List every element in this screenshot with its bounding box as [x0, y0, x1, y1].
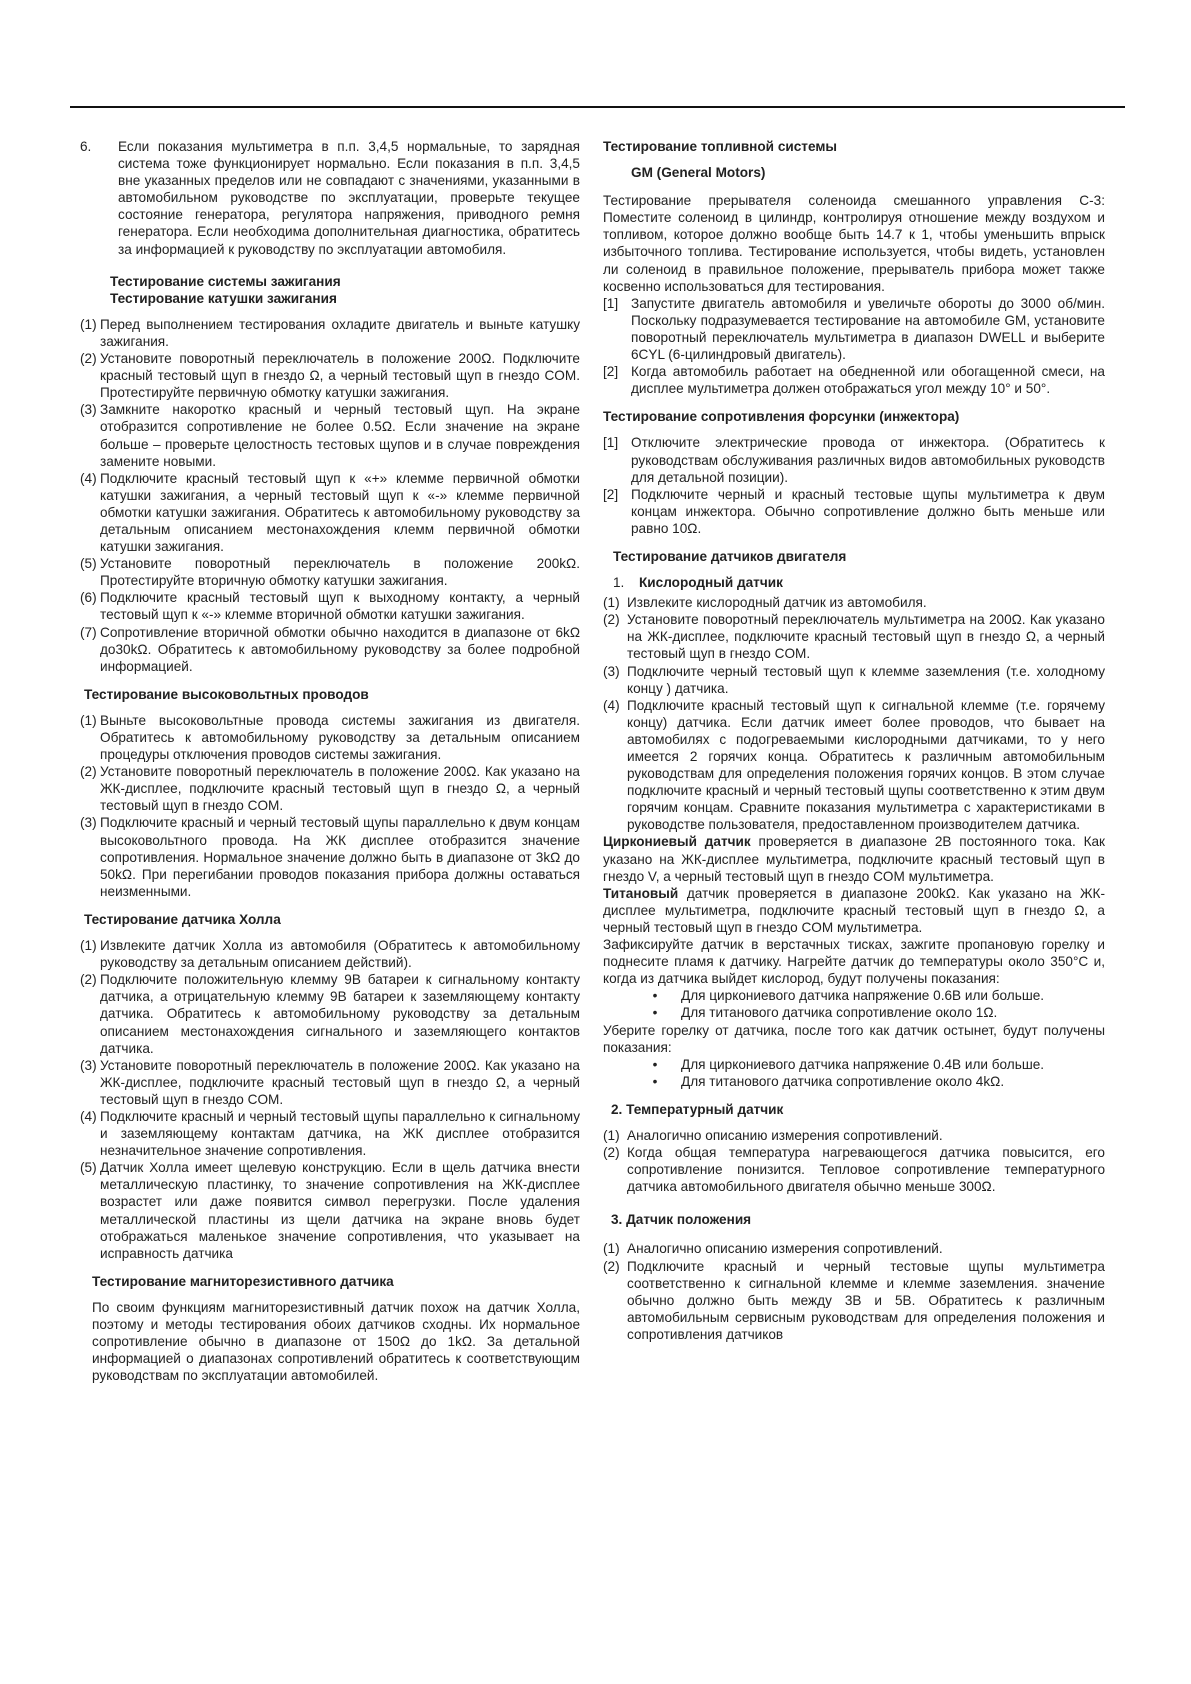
item-text: Аналогично описанию измерения сопротивлений.	[627, 1127, 943, 1143]
list-item	[80, 937, 580, 971]
item-text: Замкните накоротко красный и черный тестовый щуп. На экране отобразится сопротивление не более 0.5Ω. Если значение на экране больше – проверьте целостность тестовых щупов и в случае повреждения замените новыми.	[100, 402, 580, 469]
list-item	[80, 470, 580, 555]
item-text: Подключите красный тестовый щуп к выходному контакту, а черный тестовый щуп к «-» клемме вторичной обмотки катушки зажигания.	[100, 590, 580, 623]
cold-readings	[603, 1056, 1105, 1090]
item-label: (1)	[80, 712, 97, 728]
section-heading: 3. Датчик положения	[611, 1212, 752, 1228]
header-rule	[70, 106, 1125, 108]
item-label: (3)	[80, 402, 97, 418]
section-heading: Тестирование катушки зажигания	[110, 290, 337, 306]
item-text: Подключите красный тестовый щуп к «+» клемме первичной обмотки катушки зажигания, а черный тестовый щуп к «-» клемме первичной обмотки катушки зажигания. Обратитесь к автомобильному руководству за детальным описанием местонахождения клемм первичной обмотки катушки зажигания.	[100, 470, 580, 555]
item-text: Установите поворотный переключатель в положение 200Ω. Как указано на ЖК-дисплее, подключите красный тестовый щуп в гнездо Ω, а черный тестовый щуп в гнездо COM.	[100, 764, 580, 814]
list-item	[603, 594, 1105, 611]
list-item	[603, 611, 1105, 662]
item-text: Извлеките кислородный датчик из автомобиля.	[627, 595, 927, 611]
titanium-label: Титановый	[603, 885, 679, 901]
list-item	[80, 316, 580, 350]
zirconia-label: Циркониевый датчик	[603, 834, 751, 850]
item-text: Подключите красный тестовый щуп к сигнальной клемме (т.е. горячему концу) датчика. Если датчик имеет более проводов, что бывает на автомобилях с подогреваемыми кислородными датчиками, то у него имеется 2 горячих конца. Обратитесь к различным автомобильным руководствам для определения положения горячих концов. В этом случае подключите красный и черный тестовый щупы соответственно к этим двум горячим концам. Сравните показания мультиметра с характеристиками в руководстве пользователя, предоставленном производителем датчика.	[627, 697, 1105, 833]
item-label: (3)	[80, 1057, 97, 1073]
item-text: Запустите двигатель автомобиля и увеличьте обороты до 3000 об/мин. Поскольку подразумевается тестирование на автомобиле GM, установите поворотный переключатель мультиметра в диапазон DWELL и выберите 6CYL (6-цилиндровый двигатель).	[631, 295, 1105, 363]
item-text: Подключите красный и черный тестовые щупы мультиметра соответственно к сигнальной клемме и клемме заземления. значение обычно должно быть между 3В и 5В. Обратитесь к различным автомобильным сервисным руководствам для определения положения и сопротивления датчиков	[627, 1258, 1105, 1342]
bullet-item	[603, 1073, 1105, 1090]
list-item	[80, 624, 580, 675]
hot-readings	[603, 987, 1105, 1021]
list-item	[80, 712, 580, 763]
titanium-text: датчик проверяется в диапазоне 200kΩ. Как указано на ЖК-дисплее мультиметра, подключите красный тестовый щуп в гнездо Ω, а черный тестовый щуп в гнездо COM мультиметра.	[603, 885, 1105, 935]
section-heading: Тестирование магниторезистивного датчика	[92, 1273, 394, 1289]
cooling-paragraph: Уберите горелку от датчика, после того как датчик остынет, будут получены показания:	[603, 1022, 1105, 1055]
oxygen-heading	[613, 574, 1105, 591]
item-text: Установите поворотный переключатель в положение 200Ω. Подключите красный тестовый щуп в гнездо Ω, а черный тестовый щуп в гнездо COM. Протестируйте первичную обмотку катушки зажигания.	[100, 351, 580, 401]
list-item	[80, 971, 580, 1056]
item-label: (4)	[80, 1108, 97, 1124]
item-text: Подключите черный тестовый щуп к клемме заземления (т.е. холодному концу ) датчика.	[627, 663, 1105, 696]
item-label: (7)	[80, 624, 97, 640]
list-item	[603, 1127, 1105, 1144]
right-column	[603, 138, 1105, 1343]
item-text: Подключите положительную клемму 9В батареи к сигнальному контакту датчика, а отрицательную клемму 9В батареи к заземляющему контакту датчика. Обратитесь к автомобильному руководству за детальным описанием местонахождения сигнального и заземляющего контактов датчика.	[100, 972, 580, 1056]
item-label: (2)	[80, 972, 97, 988]
heating-paragraph: Зафиксируйте датчик в верстачных тисках, зажгите пропановую горелку и поднесите пламя к датчику. Нагрейте датчик до температуры около 350°С и, когда из датчика выйдет кислород, будут получены показания:	[603, 937, 1105, 987]
ignition-list	[80, 316, 580, 675]
bullet-item	[603, 1004, 1105, 1021]
item-text: Подключите черный и красный тестовые щупы мультиметра к двум концам инжектора. Обычно сопротивление должно быть меньше или равно 10Ω.	[631, 486, 1105, 536]
list-item	[603, 663, 1105, 697]
item-text: Подключите красный и черный тестовый щупы параллельно к двум концам высоковольтного провода. На ЖК дисплее отобразится значение сопротивления. Нормальное значение должно быть в диапазоне от 3kΩ до 50kΩ. При перегибании проводов показания прибора должны оставаться неизменными.	[100, 815, 580, 899]
item-text: Выньте высоковольтные провода системы зажигания из двигателя. Обратитесь к автомобильному руководству за детальным описанием процедуры отключения проводов системы зажигания.	[100, 712, 580, 763]
temperature-list	[603, 1127, 1105, 1195]
item-label: (1)	[603, 1241, 620, 1257]
list-item	[80, 814, 580, 899]
item-label: (2)	[603, 1145, 620, 1161]
item-label: (1)	[80, 316, 97, 332]
item-label: 6.	[80, 139, 92, 154]
item-label: (1)	[603, 1127, 620, 1143]
item-label: [1]	[603, 295, 619, 311]
item-text: Аналогично описанию измерения сопротивлений.	[627, 1241, 943, 1257]
list-item	[603, 295, 1105, 363]
item-text: Отключите электрические провода от инжектора. (Обратитесь к руководствам обслуживания различных видов автомобильных руководств для детальной позиции).	[631, 435, 1105, 485]
item-label: (5)	[80, 556, 97, 572]
mr-paragraph: По своим функциям магниторезистивный датчик похож на датчик Холла, поэтому и методы тестирования обоих датчиков сходны. Их нормальное сопротивление обычно в диапазоне от 150Ω до 1kΩ. За детальной информацией о диапазонах сопротивлений обратитесь к соответствующим руководствам по эксплуатации автомобилей.	[92, 1299, 580, 1384]
bullet-icon: •	[652, 1005, 658, 1021]
item-label: (4)	[603, 697, 620, 713]
left-column	[80, 138, 580, 1384]
item-text: Подключите красный и черный тестовый щупы параллельно к сигнальному и заземляющему контактам датчика, на ЖК дисплее отобразится незначительное значение сопротивления.	[100, 1108, 580, 1159]
injector-list	[603, 434, 1105, 537]
hall-list	[80, 937, 580, 1262]
section-heading: Тестирование системы зажигания	[110, 273, 341, 289]
section-heading: Тестирование топливной системы	[603, 139, 838, 154]
item-text: Перед выполнением тестирования охладите двигатель и выньте катушку зажигания.	[100, 316, 580, 349]
section-heading: Тестирование сопротивления форсунки (инжектора)	[603, 409, 960, 425]
list-item	[80, 1057, 580, 1108]
zirconia-paragraph	[603, 833, 1105, 884]
section-heading: Тестирование датчика Холла	[84, 911, 281, 927]
item-label: (2)	[603, 1258, 620, 1274]
list-item	[80, 1108, 580, 1159]
item-label: (1)	[80, 938, 97, 954]
item-label: [1]	[603, 435, 619, 451]
zirconia-text: проверяется в диапазоне 2В постоянного тока. Как указано на ЖК-дисплее мультиметра, подключите красный тестовый щуп в гнездо V, а черный тестовый щуп в гнездо COM мультиметра.	[603, 834, 1105, 884]
titanium-paragraph	[603, 885, 1105, 936]
item-label: (2)	[603, 612, 620, 628]
item-text: Установите поворотный переключатель в положение 200Ω. Как указано на ЖК-дисплее, подключите красный тестовый щуп в гнездо Ω, а черный тестовый щуп в гнездо COM.	[100, 1057, 580, 1107]
hv-list	[80, 712, 580, 900]
bullet-icon: •	[652, 988, 658, 1004]
bullet-text: Для циркониевого датчика напряжение 0.6В или больше.	[681, 988, 1045, 1004]
item-label: (2)	[80, 764, 97, 780]
bullet-item	[603, 987, 1105, 1004]
item-text: Сопротивление вторичной обмотки обычно находится в диапазоне от 6kΩ до30kΩ. Обратитесь к автомобильному руководству за более подробной информацией.	[100, 624, 580, 674]
fuel-list	[603, 295, 1105, 398]
item-label: (3)	[80, 815, 97, 831]
item-label: (3)	[603, 663, 620, 679]
heading-number: 1.	[613, 575, 625, 591]
section-heading: Тестирование датчиков двигателя	[613, 548, 847, 564]
ignition-headings	[110, 273, 580, 307]
subsection-heading: Кислородный датчик	[639, 575, 783, 591]
item-text: Датчик Холла имеет щелевую конструкцию. Если в щель датчика внести металлическую пластинку, то значение сопротивления на ЖК-дисплее возрастет или даже появится символ перегрузки. После удаления металлической пластины из щели датчика на экране вновь будет отображаться маленькое значение сопротивления, что указывает на исправность датчика	[100, 1160, 580, 1261]
list-item	[603, 1258, 1105, 1343]
item-text: Установите поворотный переключатель мультиметра на 200Ω. Как указано на ЖК-дисплее, подключите красный тестовый щуп в гнездо Ω, а черный тестовый щуп в гнездо COM.	[627, 612, 1105, 662]
item-label: [2]	[603, 364, 619, 380]
list-item	[603, 1240, 1105, 1257]
section-heading: Тестирование высоковольтных проводов	[84, 686, 369, 702]
list-item	[603, 697, 1105, 834]
item-label: [2]	[603, 486, 619, 502]
item-text: Когда автомобиль работает на обедненной или обогащенной смеси, на дисплее мультиметра должен отображаться угол между 10° и 50°.	[631, 364, 1105, 397]
item-label: (4)	[80, 470, 97, 486]
item-text: Извлеките датчик Холла из автомобиля (Обратитесь к автомобильному руководству за детальным описанием действий).	[100, 938, 580, 971]
subsection-heading: GM (General Motors)	[631, 165, 766, 181]
item-text: Установите поворотный переключатель в положение 200kΩ. Протестируйте вторичную обмотку катушки зажигания.	[100, 556, 580, 589]
list-item	[603, 434, 1105, 485]
item-label: (6)	[80, 590, 97, 606]
fuel-paragraph: Тестирование прерывателя соленоида смешанного управления С-3: Поместите соленоид в цилиндр, контролируя отношение между воздухом и топливом, которое должно вообще быть 14.7 к 1, чтобы уменьшить впрыск избыточного топлива. Тестирование используется, чтобы видеть, установлен ли соленоид в правильное положение, прерыватель прибора может также косвенно использоваться для тестирования.	[603, 193, 1105, 294]
section-heading: 2. Температурный датчик	[611, 1101, 784, 1117]
bullet-text: Для циркониевого датчика напряжение 0.4В или больше.	[681, 1056, 1045, 1072]
list-item	[80, 1159, 580, 1262]
list-item	[603, 486, 1105, 537]
oxygen-list	[603, 594, 1105, 833]
bullet-text: Для титанового датчика сопротивление около 1Ω.	[681, 1005, 998, 1021]
list-item	[80, 350, 580, 401]
list-item	[603, 1144, 1105, 1195]
paragraph-6	[80, 138, 580, 258]
list-item	[80, 763, 580, 814]
item-label: (5)	[80, 1160, 97, 1176]
item-text: Когда общая температура нагревающегося датчика повысится, его сопротивление понизится. Тепловое сопротивление температурного датчика автомобильного двигателя обычно меньше 300Ω.	[627, 1145, 1105, 1195]
position-list	[603, 1240, 1105, 1343]
bullet-icon: •	[652, 1073, 658, 1089]
list-item	[603, 363, 1105, 397]
list-item	[80, 589, 580, 623]
bullet-icon: •	[652, 1056, 658, 1072]
item-label: (1)	[603, 595, 620, 611]
bullet-text: Для титанового датчика сопротивление около 4kΩ.	[681, 1073, 1005, 1089]
item-text: Если показания мультиметра в п.п. 3,4,5 нормальные, то зарядная система тоже функционирует нормально. Если показания в п.п. 3,4,5 вне указанных пределов или не совпадают с значениями, указанными в автомобильном руководстве по эксплуатации, проверьте текущее состояние генератора, регулятора напряжения, приводного ремня генератора. Если необходима дополнительная диагностика, обратитесь за информацией к руководству по эксплуатации автомобиля.	[118, 139, 580, 257]
list-item	[80, 401, 580, 469]
list-item	[80, 555, 580, 589]
item-label: (2)	[80, 351, 97, 367]
bullet-item	[603, 1056, 1105, 1073]
